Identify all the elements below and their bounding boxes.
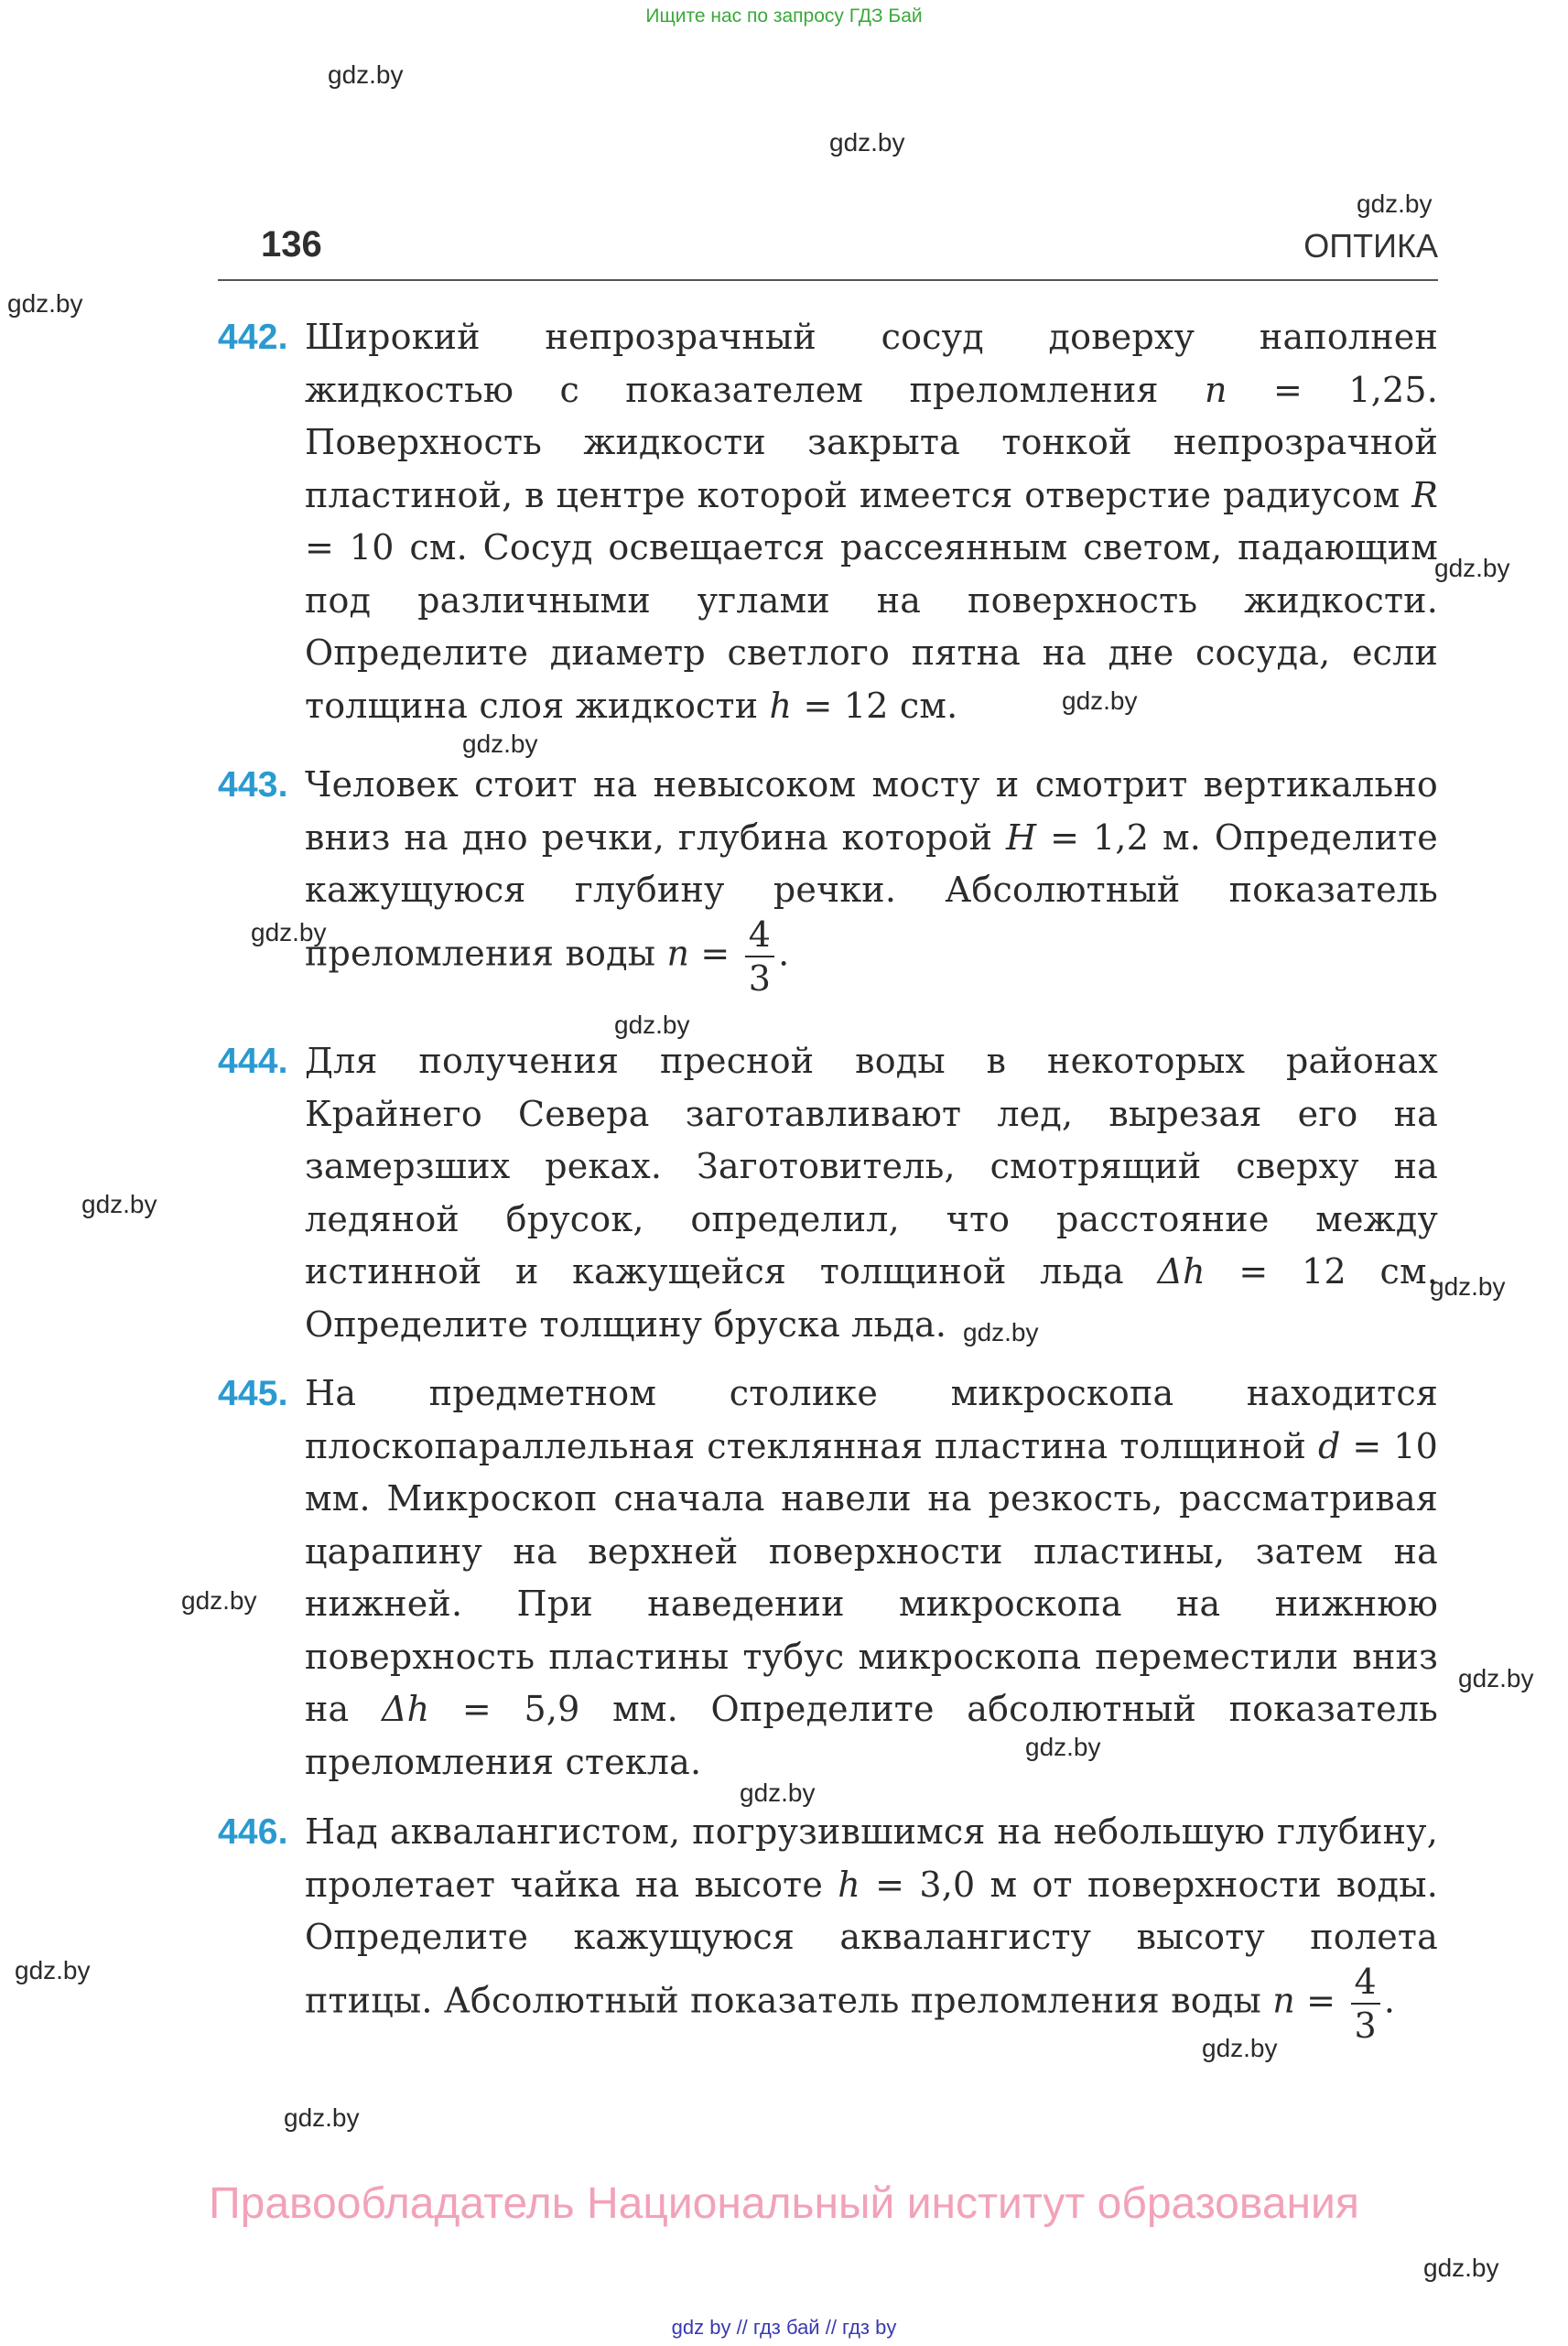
- watermark: gdz.by: [15, 1956, 91, 1984]
- watermark: gdz.by: [829, 128, 905, 157]
- problem-text: Над аквалангистом, погрузившимся на небольшую глубину, пролетает чайка на высоте h = 3,0 м от поверхности воды. Определите кажущуюся аквалангисту высоту полета птицы. Абсолютный показатель преломления воды n = $\frac{4}{3}$ .: [305, 1811, 1438, 2046]
- watermark: gdz.by: [963, 1318, 1039, 1346]
- problem-444: [218, 1035, 1438, 1351]
- watermark: gdz.by: [1434, 554, 1510, 582]
- copyright-notice: Правообладатель Национальный институт образования: [209, 2179, 1359, 2228]
- watermark: gdz.by: [7, 289, 83, 318]
- watermark: gdz.by: [328, 60, 404, 89]
- watermark: gdz.by: [740, 1778, 816, 1807]
- watermark: gdz.by: [251, 918, 327, 946]
- watermark: gdz.by: [1025, 1733, 1101, 1761]
- problem-442: [218, 311, 1438, 732]
- problem-number: 446.: [218, 1812, 288, 1852]
- fraction-four-thirds: $\frac{4}{3}$: [745, 917, 774, 996]
- watermark: gdz.by: [1062, 687, 1138, 715]
- problem-text: Человек стоит на невысоком мосту и смотрит вертикально вниз на дно речки, глубина которой H = 1,2 м. Определите кажущуюся глубину речки. Абсолютный показатель преломления воды n = $\frac{4}{3}$ .: [305, 764, 1438, 999]
- problem-445: [218, 1368, 1438, 1789]
- problem-text: На предметном столике микроскопа находится плоскопараллельная стеклянная пластина толщиной d = 10 мм. Микроскоп сначала навели на резкость, рассматривая царапину на верхней поверхности пластины, затем на нижней. При наведении микроскопа на нижнюю поверхность пластины тубус микроскопа переместили вниз на Δh = 5,9 мм. Определите абсолютный показатель преломления стекла.: [305, 1373, 1438, 1782]
- problem-number: 445.: [218, 1374, 288, 1413]
- header-rule: [218, 279, 1438, 281]
- problem-number: 442.: [218, 318, 288, 357]
- watermark: gdz.by: [1202, 2034, 1278, 2062]
- problem-text: Широкий непрозрачный сосуд доверху наполнен жидкостью с показателем преломления n = 1,25. Поверхность жидкости закрыта тонкой непрозрачной пластиной, в центре которой имеется отверстие радиусом R = 10 см. Сосуд освещается рассеянным светом, падающим под различными углами на поверхность жидкости. Определите диаметр светлого пятна на дне сосуда, если толщина слоя жидкости h = 12 см.: [305, 317, 1439, 726]
- watermark: gdz.by: [1430, 1272, 1506, 1301]
- watermark: gdz.by: [1458, 1664, 1534, 1692]
- watermark: gdz.by: [614, 1011, 690, 1039]
- watermark: gdz.by: [181, 1586, 257, 1615]
- watermark: gdz.by: [284, 2103, 360, 2132]
- problem-446: [218, 1806, 1438, 2046]
- watermark: gdz.by: [81, 1190, 157, 1218]
- watermark: gdz.by: [1423, 2254, 1499, 2282]
- page-number: 136: [261, 224, 322, 265]
- watermark: gdz.by: [462, 730, 538, 758]
- problem-text: Для получения пресной воды в некоторых районах Крайнего Севера заготавливают лед, вырезая его на замерзших реках. Заготовитель, смотрящий сверху на ледяной брусок, определил, что расстояние между истинной и кажущейся толщиной льда Δh = 12 см. Определите толщину бруска льда.: [305, 1041, 1438, 1345]
- problem-number: 444.: [218, 1042, 288, 1081]
- top-banner-link[interactable]: Ищите нас по запросу ГДЗ Бай: [645, 5, 923, 27]
- footer-links[interactable]: gdz by // гдз бай // гдз by: [671, 2316, 897, 2339]
- problem-number: 443.: [218, 765, 288, 805]
- section-title: ОПТИКА: [1303, 227, 1438, 265]
- watermark: gdz.by: [1357, 189, 1433, 218]
- fraction-four-thirds: $\frac{4}{3}$: [1351, 1964, 1380, 2043]
- problem-443: [218, 759, 1438, 999]
